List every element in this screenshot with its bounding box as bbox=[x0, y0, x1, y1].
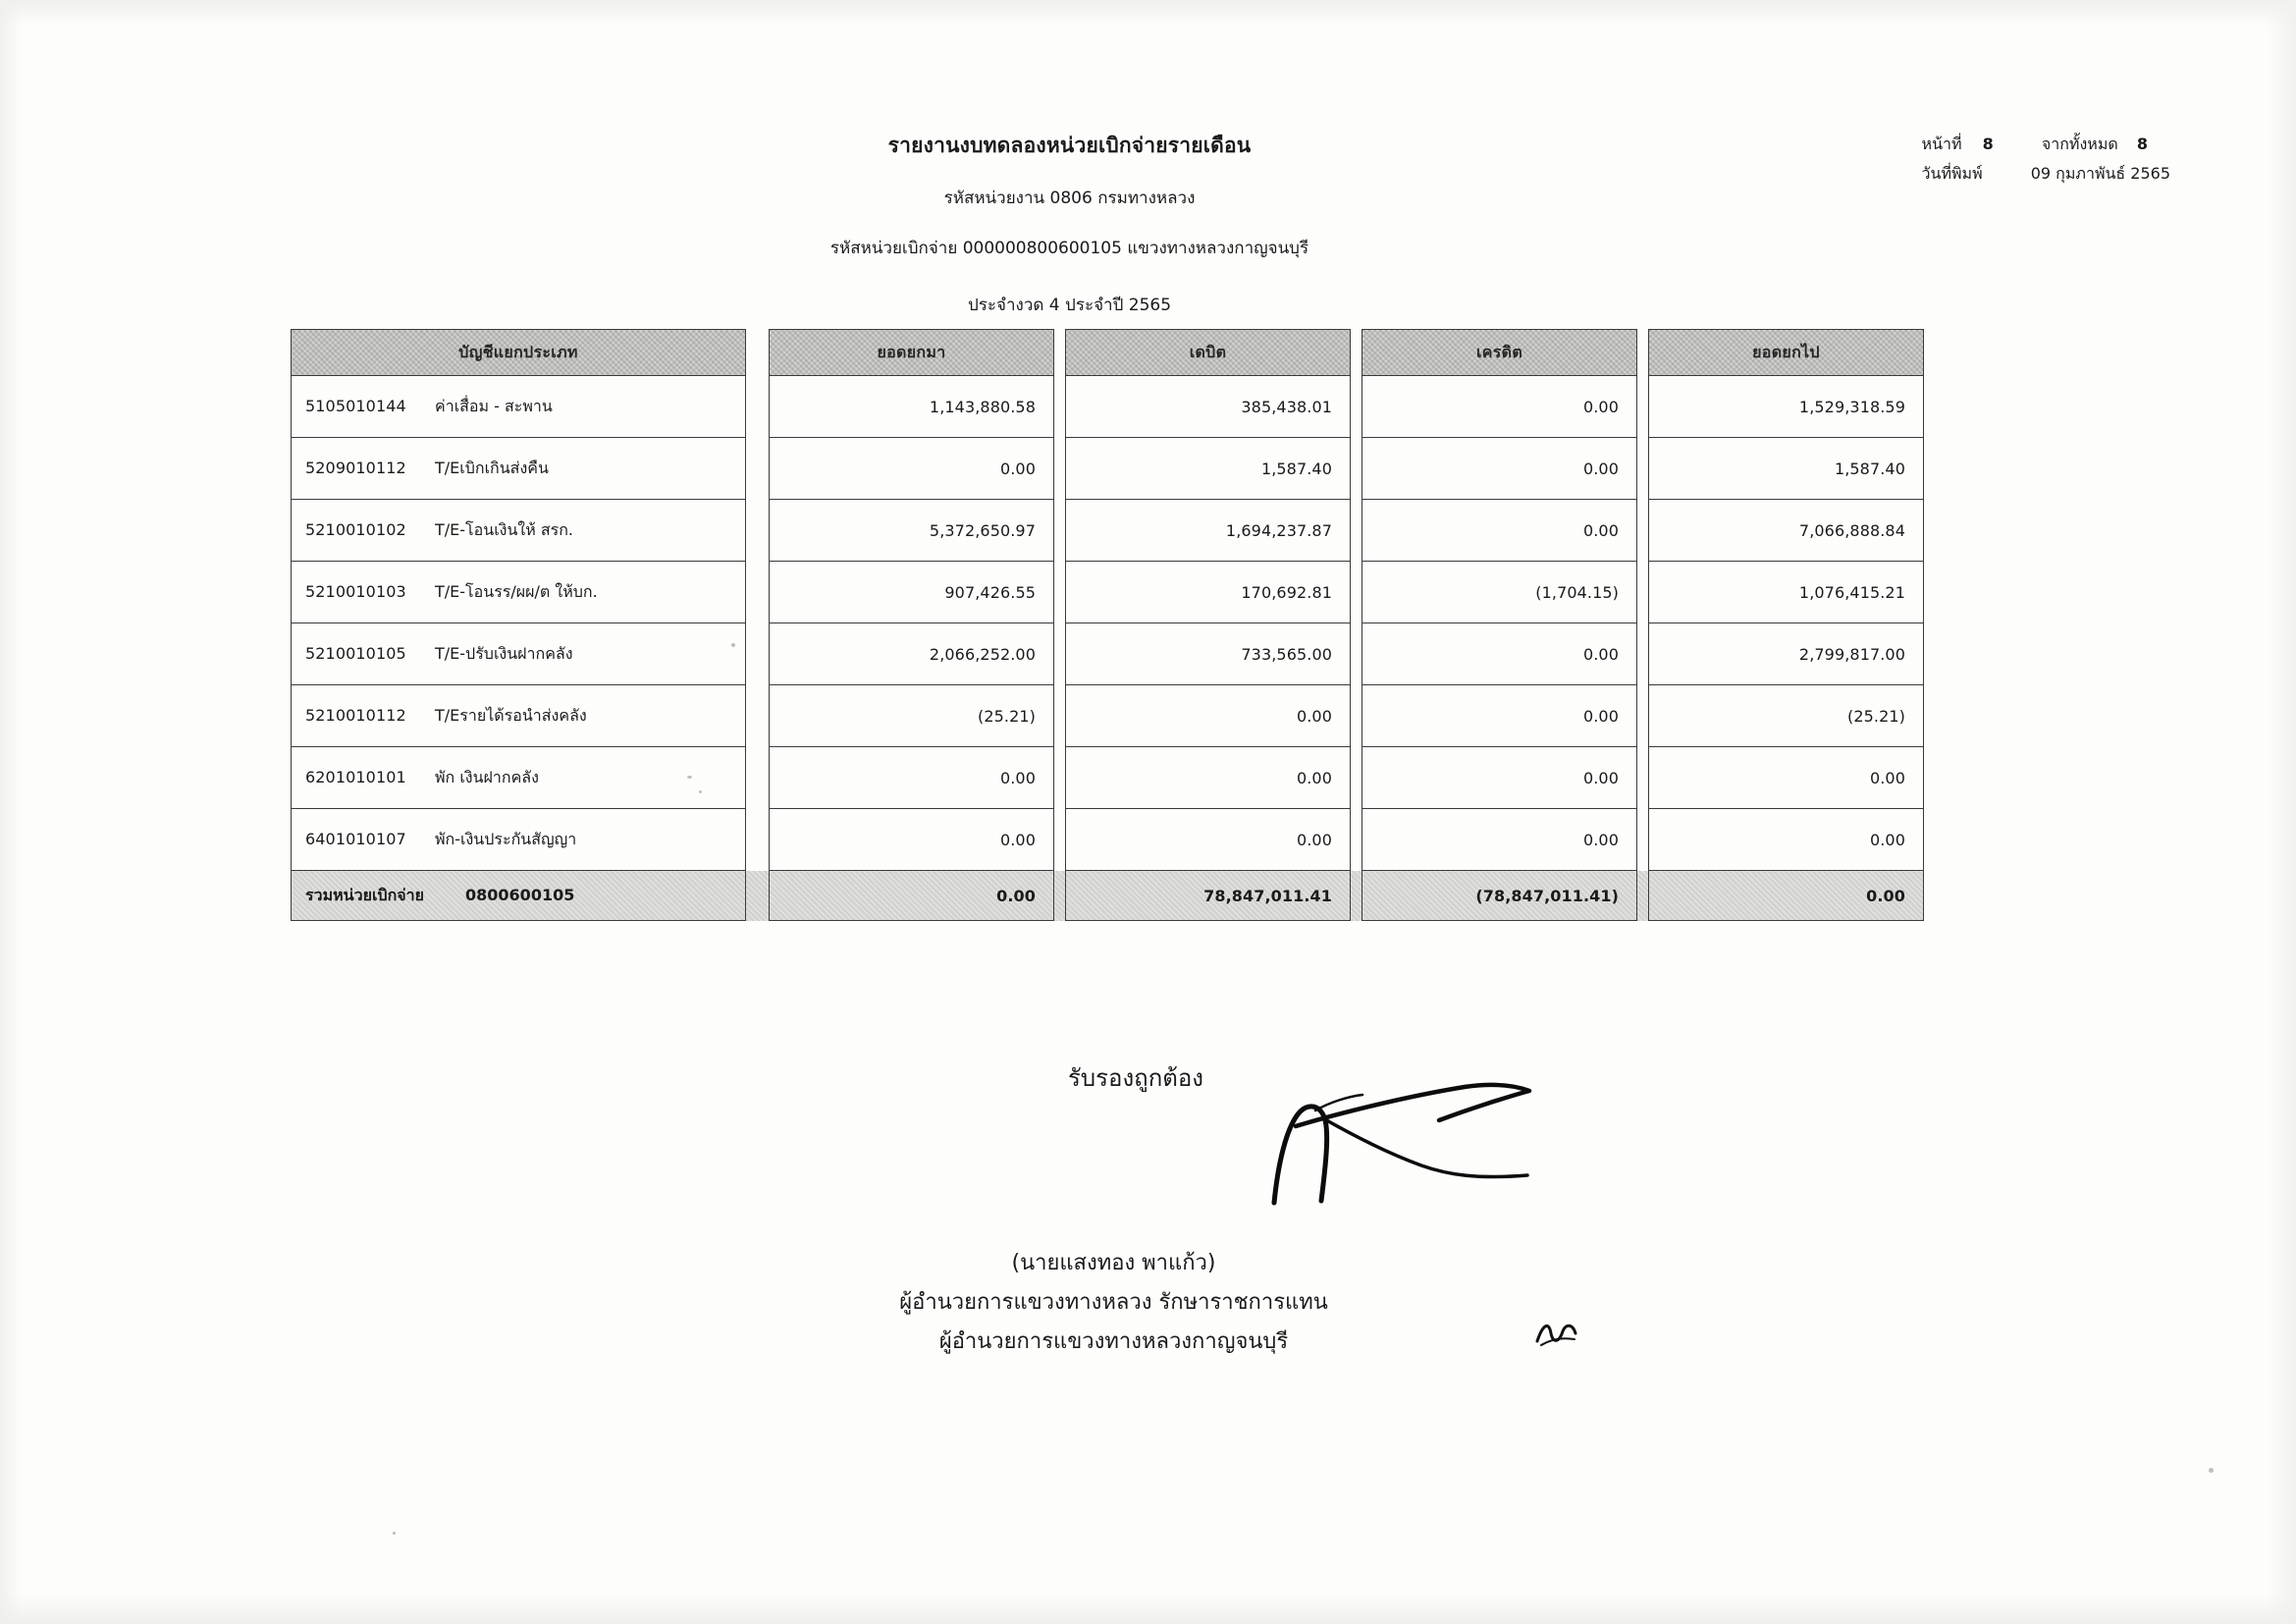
row-closing: 1,587.40 bbox=[1649, 438, 1924, 500]
account-code: 5210010112 bbox=[305, 705, 406, 725]
page-total-label: จากทั้งหมด bbox=[2041, 135, 2118, 153]
row-spacer bbox=[1351, 685, 1362, 747]
report-table-container bbox=[291, 329, 1905, 921]
row-spacer bbox=[1054, 376, 1066, 438]
row-debit: 1,694,237.87 bbox=[1066, 500, 1351, 562]
total-opening: 0.00 bbox=[770, 871, 1054, 921]
row-spacer bbox=[1351, 747, 1362, 809]
row-credit: 0.00 bbox=[1362, 500, 1637, 562]
period-line: ประจำงวด 4 ประจำปี 2565 bbox=[967, 296, 1172, 315]
column-header-opening: ยอดยกมา bbox=[770, 330, 1054, 376]
row-debit: 0.00 bbox=[1066, 747, 1351, 809]
total-spacer bbox=[746, 871, 770, 921]
scan-speck bbox=[2209, 1468, 2214, 1473]
row-debit: 733,565.00 bbox=[1066, 623, 1351, 685]
disbursement-unit-line: รหัสหน่วยเบิกจ่าย 000000800600105 แขวงทางหลวงกาญจนบุรี bbox=[829, 239, 1309, 258]
scan-edge-top bbox=[0, 0, 2296, 26]
row-spacer bbox=[1351, 500, 1362, 562]
table-row bbox=[292, 562, 1924, 623]
row-spacer bbox=[1637, 747, 1649, 809]
row-credit: 0.00 bbox=[1362, 438, 1637, 500]
row-account-cell bbox=[292, 809, 746, 871]
row-debit: 385,438.01 bbox=[1066, 376, 1351, 438]
row-spacer bbox=[1637, 623, 1649, 685]
account-name: ค่าเสื่อม - สะพาน bbox=[435, 396, 553, 415]
row-account-cell bbox=[292, 562, 746, 623]
row-spacer bbox=[1637, 438, 1649, 500]
row-spacer bbox=[1054, 623, 1066, 685]
row-spacer bbox=[1351, 438, 1362, 500]
row-opening: 0.00 bbox=[770, 747, 1054, 809]
row-opening: 1,143,880.58 bbox=[770, 376, 1054, 438]
row-spacer bbox=[1054, 685, 1066, 747]
header-spacer-2 bbox=[1054, 330, 1066, 376]
account-code: 5210010105 bbox=[305, 643, 406, 663]
row-spacer bbox=[1637, 562, 1649, 623]
account-name: T/Eเบิกเกินส่งคืน bbox=[435, 458, 549, 477]
table-row bbox=[292, 376, 1924, 438]
total-label: รวมหน่วยเบิกจ่าย bbox=[305, 885, 425, 904]
row-credit: 0.00 bbox=[1362, 623, 1637, 685]
total-spacer bbox=[1637, 871, 1649, 921]
table-total-row bbox=[292, 871, 1924, 921]
signer-name: (นายแสงทอง พาแก้ว) bbox=[1011, 1251, 1216, 1275]
table-row bbox=[292, 809, 1924, 871]
row-credit: (1,704.15) bbox=[1362, 562, 1637, 623]
page-number-row bbox=[1922, 130, 2170, 159]
table-row bbox=[292, 438, 1924, 500]
certify-text: รับรองถูกต้อง bbox=[1068, 1064, 1203, 1092]
total-spacer bbox=[1351, 871, 1362, 921]
row-spacer bbox=[746, 809, 770, 871]
account-code: 5210010102 bbox=[305, 519, 406, 539]
row-opening: 907,426.55 bbox=[770, 562, 1054, 623]
total-debit: 78,847,011.41 bbox=[1066, 871, 1351, 921]
row-spacer bbox=[1351, 809, 1362, 871]
signature-icon bbox=[1256, 1075, 1590, 1232]
row-closing: 7,066,888.84 bbox=[1649, 500, 1924, 562]
row-spacer bbox=[746, 500, 770, 562]
row-account-cell bbox=[292, 747, 746, 809]
header-spacer-1 bbox=[746, 330, 770, 376]
row-spacer bbox=[746, 438, 770, 500]
row-account-cell bbox=[292, 376, 746, 438]
row-closing: 0.00 bbox=[1649, 809, 1924, 871]
print-date-row bbox=[1922, 159, 2170, 189]
table-row bbox=[292, 685, 1924, 747]
row-opening: 0.00 bbox=[770, 438, 1054, 500]
report-title: รายงานงบทดลองหน่วยเบิกจ่ายรายเดือน bbox=[887, 134, 1252, 157]
row-spacer bbox=[1637, 809, 1649, 871]
row-closing: 0.00 bbox=[1649, 747, 1924, 809]
table-row bbox=[292, 623, 1924, 685]
row-opening: (25.21) bbox=[770, 685, 1054, 747]
row-opening: 2,066,252.00 bbox=[770, 623, 1054, 685]
column-header-debit: เดบิต bbox=[1066, 330, 1351, 376]
row-spacer bbox=[1054, 562, 1066, 623]
row-spacer bbox=[1637, 685, 1649, 747]
row-credit: 0.00 bbox=[1362, 809, 1637, 871]
row-debit: 0.00 bbox=[1066, 809, 1351, 871]
trial-balance-table bbox=[291, 329, 1924, 921]
account-name: พัก-เงินประกันสัญญา bbox=[435, 829, 577, 848]
row-credit: 0.00 bbox=[1362, 747, 1637, 809]
column-header-account: บัญชีแยกประเภท bbox=[292, 330, 746, 376]
row-spacer bbox=[1351, 376, 1362, 438]
row-account-cell bbox=[292, 623, 746, 685]
print-date-value: 09 กุมภาพันธ์ 2565 bbox=[2030, 164, 2170, 183]
row-spacer bbox=[1054, 438, 1066, 500]
signature-block bbox=[0, 1058, 2296, 1097]
page-meta bbox=[1922, 130, 2170, 189]
row-debit: 1,587.40 bbox=[1066, 438, 1351, 500]
row-debit: 0.00 bbox=[1066, 685, 1351, 747]
row-closing: (25.21) bbox=[1649, 685, 1924, 747]
page-label: หน้าที่ bbox=[1921, 135, 1962, 153]
total-closing: 0.00 bbox=[1649, 871, 1924, 921]
account-code: 6401010107 bbox=[305, 829, 406, 848]
signer-position-line1: ผู้อำนวยการแขวงทางหลวง รักษาราชการแทน bbox=[899, 1290, 1328, 1315]
initial-mark-icon bbox=[1533, 1316, 1578, 1349]
row-closing: 1,076,415.21 bbox=[1649, 562, 1924, 623]
row-spacer bbox=[746, 747, 770, 809]
account-code: 5210010103 bbox=[305, 581, 406, 601]
account-code: 5209010112 bbox=[305, 458, 406, 477]
row-spacer bbox=[1054, 747, 1066, 809]
handwritten-signature bbox=[1256, 1075, 1590, 1232]
account-name: พัก เงินฝากคลัง bbox=[435, 767, 539, 786]
scan-speck bbox=[393, 1532, 396, 1535]
row-spacer bbox=[1637, 376, 1649, 438]
row-credit: 0.00 bbox=[1362, 376, 1637, 438]
total-spacer bbox=[1054, 871, 1066, 921]
row-credit: 0.00 bbox=[1362, 685, 1637, 747]
row-spacer bbox=[1637, 500, 1649, 562]
table-header-row bbox=[292, 330, 1924, 376]
row-spacer bbox=[746, 562, 770, 623]
table-row bbox=[292, 500, 1924, 562]
account-name: T/E-ปรับเงินฝากคลัง bbox=[435, 643, 573, 663]
row-spacer bbox=[1054, 809, 1066, 871]
total-credit: (78,847,011.41) bbox=[1362, 871, 1637, 921]
row-account-cell bbox=[292, 685, 746, 747]
account-code: 5105010144 bbox=[305, 396, 406, 415]
row-opening: 0.00 bbox=[770, 809, 1054, 871]
column-header-closing: ยอดยกไป bbox=[1649, 330, 1924, 376]
column-header-credit: เครดิต bbox=[1362, 330, 1637, 376]
row-closing: 2,799,817.00 bbox=[1649, 623, 1924, 685]
total-account-cell bbox=[292, 871, 746, 921]
total-unit-code: 0800600105 bbox=[465, 885, 575, 904]
header-spacer-4 bbox=[1637, 330, 1649, 376]
row-account-cell bbox=[292, 500, 746, 562]
print-date-label: วันที่พิมพ์ bbox=[1921, 164, 1983, 183]
table-row bbox=[292, 747, 1924, 809]
scan-edge-bottom bbox=[0, 1595, 2296, 1624]
row-spacer bbox=[1351, 562, 1362, 623]
page-number: 8 bbox=[1982, 135, 1994, 153]
account-code: 6201010101 bbox=[305, 767, 406, 786]
row-spacer bbox=[746, 376, 770, 438]
row-debit: 170,692.81 bbox=[1066, 562, 1351, 623]
page-total: 8 bbox=[2136, 135, 2148, 153]
row-spacer bbox=[746, 623, 770, 685]
row-account-cell bbox=[292, 438, 746, 500]
account-name: T/E-โอนเงินให้ สรก. bbox=[435, 519, 573, 539]
row-spacer bbox=[746, 685, 770, 747]
account-name: T/E-โอนรร/ผผ/ต ให้บก. bbox=[435, 581, 598, 601]
row-closing: 1,529,318.59 bbox=[1649, 376, 1924, 438]
header-spacer-3 bbox=[1351, 330, 1362, 376]
agency-code-line: รหัสหน่วยงาน 0806 กรมทางหลวง bbox=[943, 189, 1196, 208]
row-spacer bbox=[1054, 500, 1066, 562]
row-spacer bbox=[1351, 623, 1362, 685]
signer-position-line2: ผู้อำนวยการแขวงทางหลวงกาญจนบุรี bbox=[938, 1329, 1289, 1354]
row-opening: 5,372,650.97 bbox=[770, 500, 1054, 562]
account-name: T/Eรายได้รอนำส่งคลัง bbox=[435, 705, 587, 725]
